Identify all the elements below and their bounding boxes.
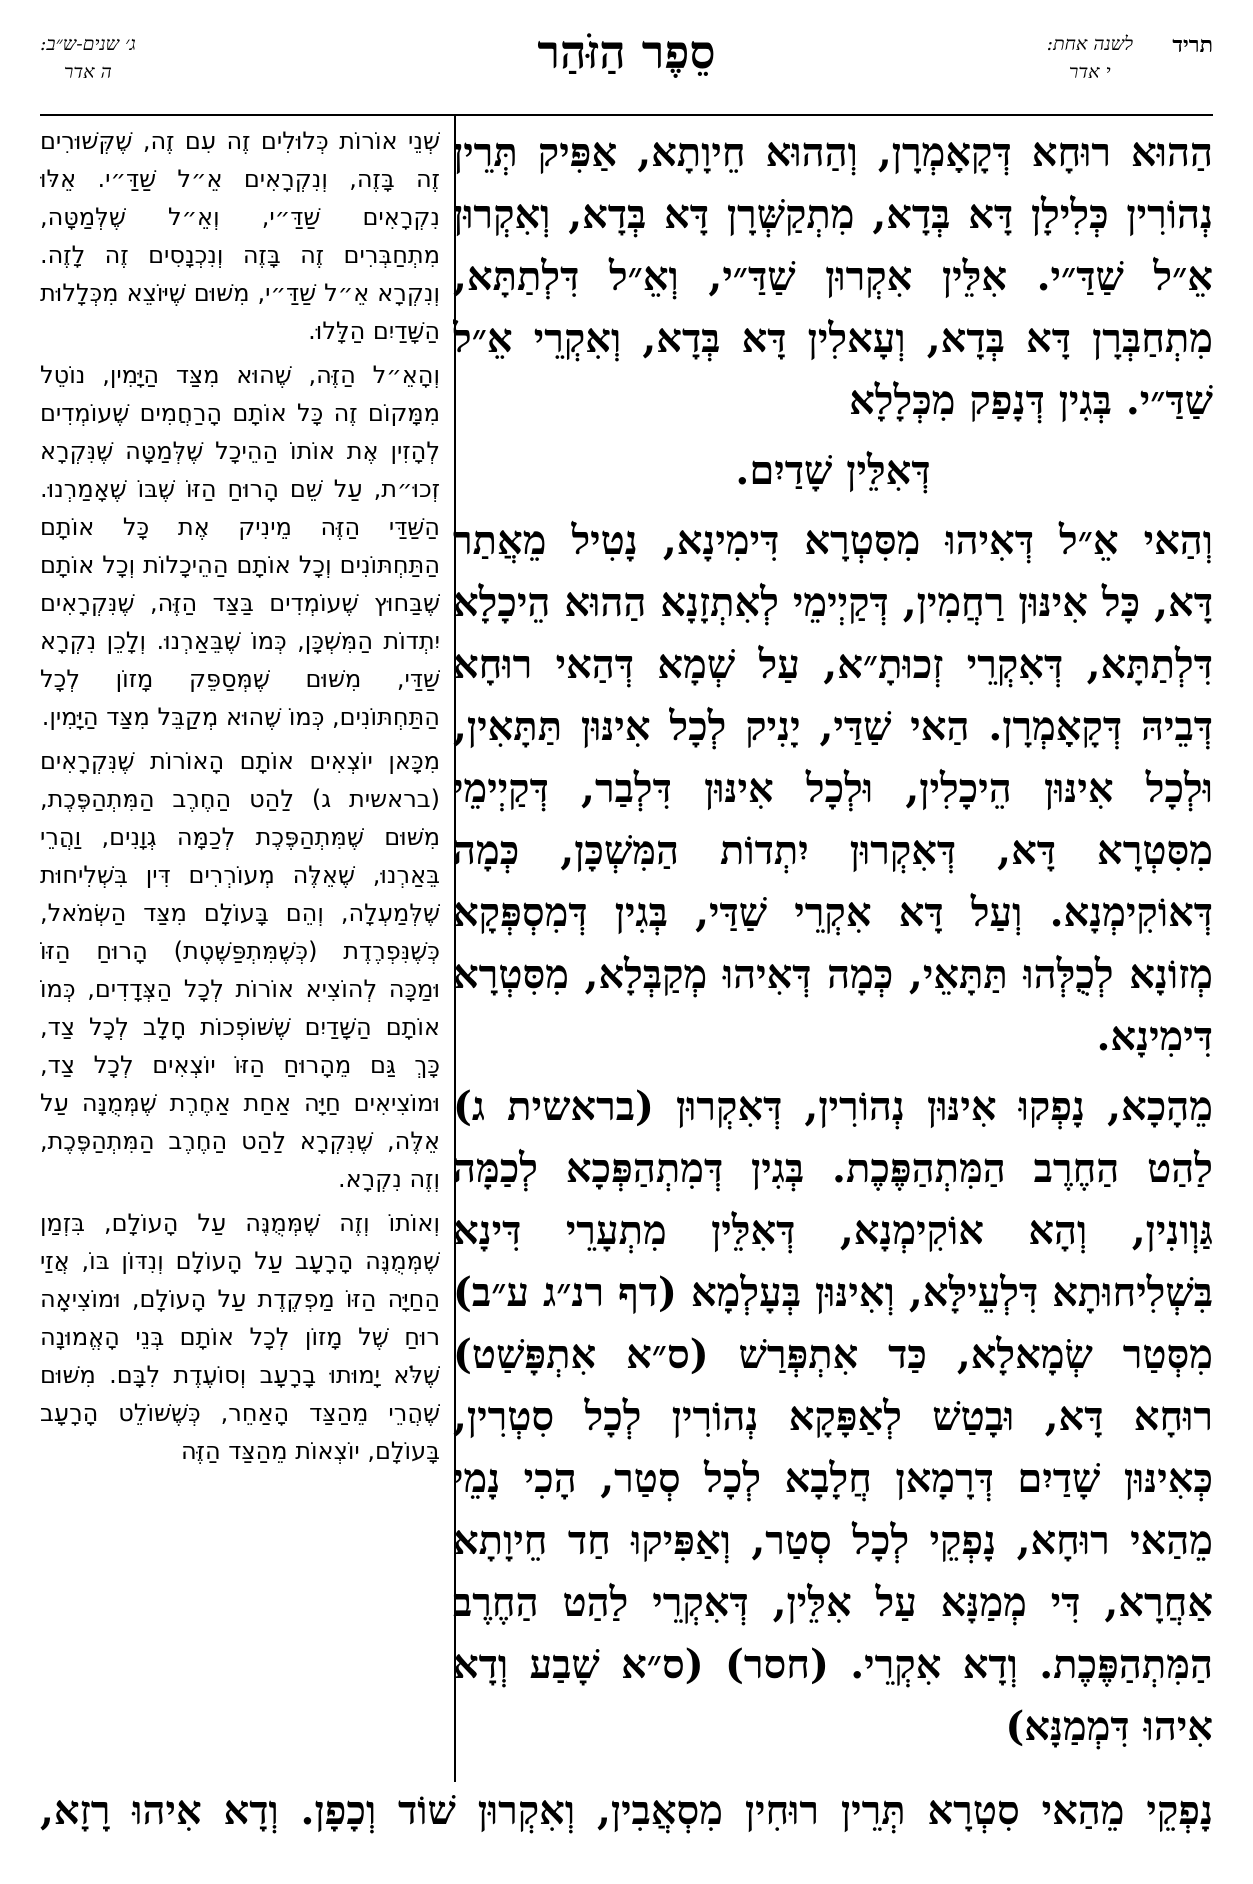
main-paragraph: מֵהָכָא, נָפְקוּ אִינּוּן נְהוֹרִין, דְּאִקְרוּן (בראשית ג) לַהַט הַחֶרֶב הַמִּתְהַפֶּכֶת. בְּגִין דְּמִתְהַפְּכָא לְכַמָּה גַּוְונִין, וְהָא אוֹקִימְנָא, דְּאִלֵּין מִתְעָרֵי דִּינָא בִּשְׁלִיחוּתָא דִּלְעֵילָּא, וְאִינּוּן בְּעָלְמָא (דף רנ״ג ע״ב) מִסְּטַר שְׂמָאלָא, כַּד אִתְפְּרַשׁ (ס״א אִתְפָּשַׁט) רוּחָא דָּא, וּבָטַשׁ לְאַפָּקָא נְהוֹרִין לְכָל סִטְרִין, כְּאִינּוּן שָׁדַיִם דְּרָמָאן חֲלָבָא לְכָל סְטַר, הָכִי נָמֵי מֵהַאי רוּחָא, נָפְקֵי לְכָל סְטַר, וְאַפִּיקוּ חַד חֵיוָתָא אַחֲרָא, דִּי מְמַנָּא עַל אִלֵּין, דְּאִקְרֵי לַהַט הַחֶרֶב הַמִּתְהַפֶּכֶת. וְדָא אִקְרֵי. (חסר) (ס״א שָׁבַע וְדָא אִיהוּ דִּמְמַנָּא): [453, 1083, 1213, 1750]
side-paragraph: וְאוֹתוֹ וְזֶה שֶׁמְּמֻנֶּה עַל הָעוֹלָם, בִּזְמַן שֶׁמְּמֻנֶּה הָרָעָב עַל הָעוֹלָם וְנִדּוֹן בּוֹ, אֲזַי הַחַיָּה הַזּוֹ מַפְקֶדֶת עַל הָעוֹלָם, וּמוֹצִיאָה רוּחַ שֶׁל מָזוֹן לְכָל אוֹתָם בְּנֵי הָאֱמוּנָה שֶׁלֹּא יָמוּתוּ בָרָעָב וְסוֹעֶדֶת לִבָּם. מִשּׁוּם שֶׁהֲרֵי מֵהַצַּד הָאַחֵר, כְּשֶׁשּׁוֹלֵט הָרָעָב בָּעוֹלָם, יוֹצְאוֹת מֵהַצַּד הַזֶּה: [40, 1209, 440, 1465]
header-left-line2: ה אדר: [64, 61, 112, 83]
main-paragraph: דְּאִלֵּין שָׁדַיִם.: [735, 447, 931, 494]
side-paragraph: מִכָּאן יוֹצְאִים אוֹתָם הָאוֹרוֹת שֶׁנִּקְרָאִים (בראשית ג) לַהַט הַחֶרֶב הַמִּתְהַפֶּכֶת, מִשּׁוּם שֶׁמִּתְהַפֶּכֶת לְכַמָּה גְוָנִים, וַהֲרֵי בֵּאַרְנוּ, שֶׁאֵלֶּה מְעוֹרְרִים דִּין בִּשְׁלִיחוּת שֶׁלְּמַעְלָה, וְהֵם בָּעוֹלָם מִצַּד הַשְּׂמֹאל, כְּשֶׁנִּפְרֶדֶת (כְּשֶׁמִּתְפַּשֶּׁטֶת) הָרוּחַ הַזּוֹ וּמַכָּה לְהוֹצִיא אוֹרוֹת לְכָל הַצְּדָדִים, כְּמוֹ אוֹתָם הַשָּׁדַיִם שֶׁשּׁוֹפְכוֹת חָלָב לְכָל צַד, כָּךְ גַּם מֵהָרוּחַ הַזּוֹ יוֹצְאִים לְכָל צַד, וּמוֹצִיאִים חַיָּה אַחַת אַחֶרֶת שֶׁמְּמֻנָּה עַל אֵלֶּה, שֶׁנִּקְרָא לַהַט הַחֶרֶב הַמִּתְהַפֶּכֶת, וְזֶה נִקְרָא.: [40, 747, 440, 1193]
main-paragraph: וְהַאי אֵ״ל דְּאִיהוּ מִסִּטְרָא דִּימִינָא, נָטִיל מֵאֲתַר דָּא, כָּל אִינּוּן רַחֲמִין, דְּקַיְימֵי לְאִתְזָנָא הַהוּא הֵיכָלָא דִּלְתַתָּא, דְּאִקְרֵי זְכוּתָ״א, עַל שְׁמָא דְּהַאי רוּחָא דְּבֵיהּ דְּקָאָמְרָן. הַאי שַׁדַּי, יָנִיק לְכָל אִינּוּן תַּתָּאִין, וּלְכָל אִינּוּן הֵיכָלִין, וּלְכָל אִינּוּן דִּלְבַר, דְּקַיְימֵי מִסִּטְרָא דָּא, דְּאִקְרוּן יִתְדוֹת הַמִּשְׁכָּן, כְּמָה דְּאוֹקִימְנָא. וְעַל דָּא אִקְרֵי שַׁדַּי, בְּגִין דְּמִסְפְּקָא מְזוֹנָא לְכֻלְּהוּ תַּתָּאֵי, כְּמָה דְּאִיהוּ מְקַבְּלָא, מִסִּטְרָא דִּימִינָא.: [453, 517, 1213, 1060]
book-title: סֵפֶר הַזֹּהַר: [537, 25, 716, 79]
header-left-line1: ג׳ שנים-ש״ב:: [40, 33, 136, 55]
page-header: [40, 22, 1213, 117]
header-left-label: [40, 30, 136, 86]
page-number: תריד: [1172, 32, 1213, 58]
main-column-aramaic: [453, 122, 1213, 1762]
side-paragraph: שְׁנֵי אוֹרוֹת כְּלוּלִים זֶה עִם זֶה, שֶׁקְּשׁוּרִים זֶה בָּזֶה, וְנִקְרָאִים אֵ״ל שַׁדַּ״י. אֵלּוּ נִקְרָאִים שַׁדַּ״י, וְאֵ״ל שֶׁלְּמַטָּה, מִתְחַבְּרִים זֶה בָּזֶה וְנִכְנָסִים זֶה לָזֶה. וְנִקְרָא אֵ״ל שַׁדַּ״י, מִשּׁוּם שֶׁיּוֹצֵא מִכְּלָלוּת הַשָּׁדַיִם הַלָּלוּ.: [40, 127, 440, 345]
header-right-line2: י אדר: [1069, 61, 1111, 83]
footer-line: נָפְקֵי מֵהַאי סִטְרָא תְּרֵין רוּחִין מִסְאֲבִין, וְאִקְרוּן שׁוֹד וְכָפָן. וְדָא אִיהוּ רָזָא,: [40, 1787, 1213, 1834]
side-paragraph: וְהָאֵ״ל הַזֶּה, שֶׁהוּא מִצַּד הַיָּמִין, נוֹטֵל מִמָּקוֹם זֶה כָּל אוֹתָם הָרַחֲמִים שֶׁעוֹמְדִים לְהָזִין אֶת אוֹתוֹ הַהֵיכָל שֶׁלְּמַטָּה שֶׁנִּקְרָא זְכוּ״ת, עַל שֵׁם הָרוּחַ הַזּוֹ שֶׁבּוֹ שֶׁאָמַרְנוּ. הַשַּׁדַּי הַזֶּה מֵינִיק אֶת כָּל אוֹתָם הַתַּחְתּוֹנִים וְכָל אוֹתָם הַהֵיכָלוֹת וְכָל אוֹתָם שֶׁבַּחוּץ שֶׁעוֹמְדִים בַּצַּד הַזֶּה, שֶׁנִּקְרָאִים יִתְדוֹת הַמִּשְׁכָּן, כְּמוֹ שֶׁבֵּאַרְנוּ. וְלָכֵן נִקְרָא שַׁדַּי, מִשּׁוּם שֶׁמְּסַפֵּק מָזוֹן לְכָל הַתַּחְתּוֹנִים, כְּמוֹ שֶׁהוּא מְקַבֵּל מִצַּד הַיָּמִין.: [40, 361, 440, 731]
column-divider: [454, 114, 456, 1782]
header-right-line1: לשנה אחת:: [1046, 33, 1133, 55]
header-rule: [40, 114, 1213, 116]
side-column-translation: [40, 122, 440, 1762]
main-paragraph: הַהוּא רוּחָא דְּקָאָמְרָן, וְהַהוּא חֵיוָתָא, אַפִּיק תְּרֵין נְהוֹרִין כְּלִילָן דָּא בְּדָא, מִתְקַשְּׁרָן דָּא בְּדָא, וְאִקְרוּן אֵ״ל שַׁדַּ״י. אִלֵּין אִקְרוּן שַׁדַּ״י, וְאֵ״ל דִּלְתַתָּא, מִתְחַבְּרָן דָּא בְּדָא, וְעָאלִין דָּא בְּדָא, וְאִקְרֵי אֵ״ל שַׁדַּ״י. בְּגִין דְּנָפַק מִכְּלָלָא: [453, 129, 1213, 424]
